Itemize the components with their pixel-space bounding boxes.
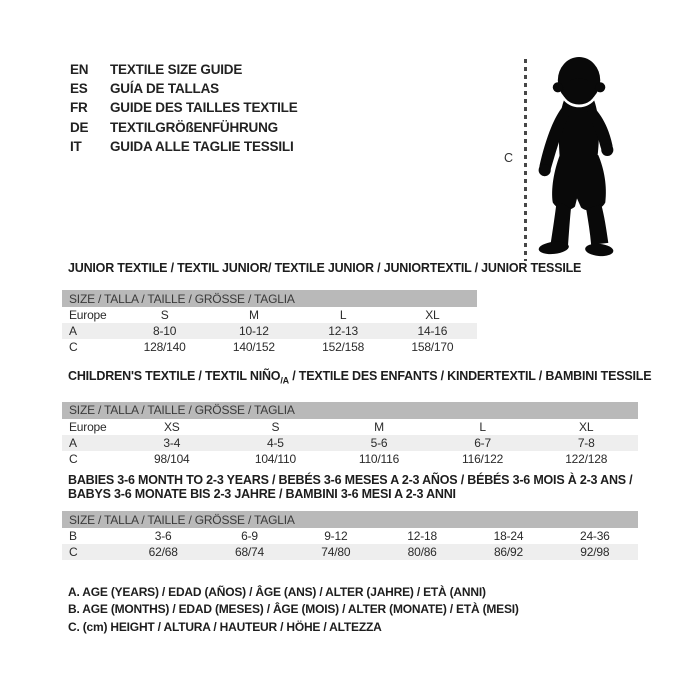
table-row bbox=[62, 339, 477, 355]
size-value: 9-12 bbox=[324, 529, 348, 543]
children-table-title bbox=[62, 369, 652, 388]
size-value: 158/170 bbox=[411, 340, 454, 354]
table-row bbox=[62, 419, 638, 435]
size-value: 18-24 bbox=[493, 529, 524, 543]
size-value: S bbox=[271, 419, 280, 434]
language-code: IT bbox=[70, 138, 82, 154]
babies-title-line1: BABIES 3-6 MONTH TO 2-3 YEARS / BEBÉS 3-6 MESES A 2-3 AÑOS / BÉBÉS 3-6 MOIS À 2-3 ANS / bbox=[68, 473, 633, 487]
language-row bbox=[70, 98, 298, 117]
size-value: 104/110 bbox=[254, 451, 296, 466]
size-value: L bbox=[479, 419, 486, 434]
size-value: XL bbox=[425, 308, 440, 322]
row-label: Europe bbox=[69, 419, 107, 434]
legend-line-b: B. AGE (MONTHS) / EDAD (MESES) / ÂGE (MOIS) / ALTER (MONATE) / ETÀ (MESI) bbox=[68, 602, 519, 617]
language-title: GUIDA ALLE TAGLIE TESSILI bbox=[110, 138, 294, 154]
size-value: 62/68 bbox=[120, 544, 206, 560]
children-title-sub: /A bbox=[280, 375, 289, 386]
size-value: 3-4 bbox=[120, 435, 224, 451]
legend-line-a: A. AGE (YEARS) / EDAD (AÑOS) / ÂGE (ANS) / ALTER (JAHRE) / ETÀ (ANNI) bbox=[68, 585, 486, 599]
baby-silhouette-figure bbox=[498, 55, 633, 265]
size-value: 140/152 bbox=[232, 340, 275, 354]
junior-size-table bbox=[62, 290, 477, 355]
size-value: 6-7 bbox=[431, 435, 535, 451]
row-label: C bbox=[69, 340, 78, 354]
size-value: XS bbox=[163, 419, 180, 434]
size-header-row bbox=[62, 402, 638, 419]
row-label: C bbox=[62, 544, 120, 560]
size-header: SIZE / TALLA / TAILLE / GRÖSSE / TAGLIA bbox=[62, 402, 638, 419]
size-header-row bbox=[62, 290, 477, 307]
toddler-silhouette-icon bbox=[530, 56, 622, 258]
language-code: FR bbox=[70, 100, 88, 116]
language-header bbox=[70, 60, 298, 156]
size-value: 12-13 bbox=[299, 323, 388, 339]
row-label: A bbox=[62, 435, 120, 451]
size-value: 98/104 bbox=[154, 451, 190, 466]
size-value: 14-16 bbox=[388, 323, 477, 339]
size-value: 12-18 bbox=[407, 529, 437, 543]
table-row bbox=[62, 307, 477, 323]
language-row bbox=[70, 137, 298, 156]
junior-table-title: JUNIOR TEXTILE / TEXTIL JUNIOR/ TEXTILE JUNIOR / JUNIORTEXTIL / JUNIOR TESSILE bbox=[68, 261, 582, 275]
size-header: SIZE / TALLA / TAILLE / GRÖSSE / TAGLIA bbox=[62, 290, 477, 307]
table-row bbox=[62, 528, 638, 544]
children-table-section bbox=[62, 369, 652, 467]
junior-table-section bbox=[62, 261, 582, 355]
size-value: 7-8 bbox=[534, 435, 638, 451]
language-row bbox=[70, 60, 298, 79]
size-value: 86/92 bbox=[465, 544, 551, 560]
measurement-legend bbox=[68, 584, 519, 636]
row-label: C bbox=[69, 451, 78, 466]
size-value: 24-36 bbox=[579, 529, 610, 543]
children-title-pre: CHILDREN'S TEXTILE / TEXTIL NIÑO bbox=[68, 369, 281, 383]
size-value: 8-10 bbox=[120, 323, 209, 339]
size-value: 6-9 bbox=[241, 529, 258, 543]
size-value: 152/158 bbox=[322, 340, 365, 354]
babies-table-title bbox=[62, 473, 638, 501]
size-value: 5-6 bbox=[327, 435, 431, 451]
size-value: 74/80 bbox=[293, 544, 379, 560]
size-value: 3-6 bbox=[154, 529, 172, 543]
language-title: GUÍA DE TALLAS bbox=[110, 81, 219, 97]
babies-title-line2: BABYS 3-6 MONATE BIS 2-3 JAHRE / BAMBINI 3-6 MESI A 2-3 ANNI bbox=[68, 487, 456, 501]
row-label: Europe bbox=[69, 308, 107, 322]
size-value: L bbox=[339, 308, 347, 322]
size-value: 10-12 bbox=[209, 323, 298, 339]
size-value: M bbox=[374, 419, 384, 434]
size-value: 80/86 bbox=[379, 544, 465, 560]
language-title: GUIDE DES TAILLES TEXTILE bbox=[110, 100, 298, 116]
height-measure-label: C bbox=[504, 151, 514, 165]
size-value: 4-5 bbox=[224, 435, 328, 451]
size-header: SIZE / TALLA / TAILLE / GRÖSSE / TAGLIA bbox=[62, 511, 638, 528]
language-title: TEXTILE SIZE GUIDE bbox=[110, 62, 243, 78]
children-size-table bbox=[62, 402, 638, 467]
babies-size-table bbox=[62, 511, 638, 560]
babies-table-section bbox=[62, 473, 638, 560]
size-header-row bbox=[62, 511, 638, 528]
size-value: 68/74 bbox=[206, 544, 292, 560]
size-value: 128/140 bbox=[143, 340, 186, 354]
size-value: M bbox=[248, 308, 259, 322]
language-code: DE bbox=[70, 119, 89, 135]
table-row bbox=[62, 451, 638, 467]
language-code: ES bbox=[70, 81, 88, 97]
language-code: EN bbox=[70, 62, 89, 78]
row-label: A bbox=[62, 323, 120, 339]
table-row bbox=[62, 323, 477, 339]
children-title-post: / TEXTILE DES ENFANTS / KINDERTEXTIL / BAMBINI TESSILE bbox=[288, 369, 652, 383]
language-row bbox=[70, 79, 298, 98]
size-value: 92/98 bbox=[552, 544, 638, 560]
size-value: 122/128 bbox=[565, 451, 608, 466]
size-value: 116/122 bbox=[462, 451, 504, 466]
language-title: TEXTILGRÖßENFÜHRUNG bbox=[110, 119, 278, 135]
table-row bbox=[62, 435, 638, 451]
legend-line-c: C. (cm) HEIGHT / ALTURA / HAUTEUR / HÖHE / ALTEZZA bbox=[68, 619, 382, 634]
table-row bbox=[62, 544, 638, 560]
size-value: S bbox=[160, 308, 169, 322]
row-label: B bbox=[69, 529, 77, 543]
size-value: 110/116 bbox=[358, 451, 400, 466]
height-measure-dashed-line bbox=[524, 59, 527, 261]
size-value: XL bbox=[579, 419, 594, 434]
language-row bbox=[70, 118, 298, 137]
